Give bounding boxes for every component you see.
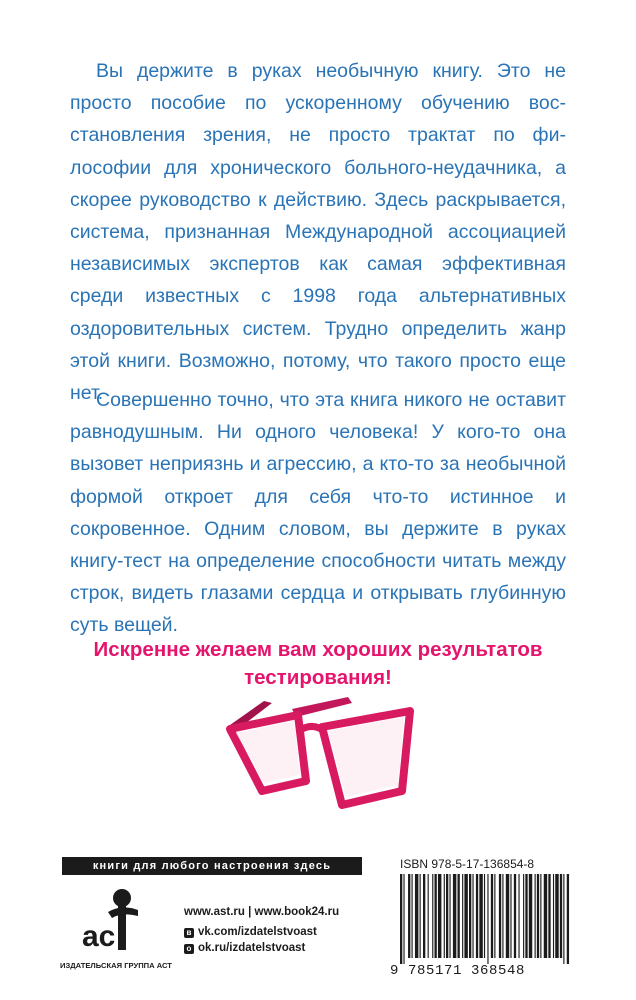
barcode-bar [518,874,519,958]
barcode-bar [553,874,554,958]
barcode-bar [537,874,539,958]
publisher-name: ИЗДАТЕЛЬСКАЯ ГРУППА АСТ [60,961,172,970]
barcode-bar [491,874,493,958]
barcode-bar [449,874,450,958]
barcode-bar [560,874,562,958]
barcode-bar [506,874,509,958]
barcode-bar [499,874,501,958]
barcode [398,874,570,964]
isbn-label: ISBN 978-5-17-136854-8 [400,857,535,871]
barcode-bar [438,874,441,958]
barcode-bar [525,874,527,958]
publisher-websites[interactable]: www.ast.ru | www.book24.ru [184,906,340,918]
barcode-bar [563,874,564,964]
vk-icon: в [184,928,194,938]
ok-link[interactable]: ok.ru/izdatelstvoast [198,942,306,954]
barcode-bar [458,874,460,958]
barcode-bar [415,874,418,958]
barcode-bar [535,874,536,958]
barcode-bar [400,874,402,964]
publisher-logo [82,888,142,952]
closing-message [40,636,596,692]
barcode-bar [403,874,404,964]
slogan-bar: книги для любого настроения здесь [62,857,362,875]
barcode-bar [464,874,467,958]
barcode-bar [555,874,558,958]
svg-text:ас: ас [82,920,116,952]
barcode-bar [423,874,425,958]
barcode-bar [484,874,485,958]
barcode-bar [412,874,413,958]
barcode-bar [435,874,437,958]
barcode-bar [494,874,495,958]
barcode-bar [462,874,463,958]
barcode-bar [476,874,478,958]
barcode-bar [428,874,429,958]
barcode-bar [529,874,532,958]
closing-line-2: тестирования! [244,666,392,689]
barcode-bar [472,874,473,958]
barcode-bar [487,874,488,964]
barcode-bar [432,874,433,958]
barcode-bar [453,874,456,958]
barcode-bar [420,874,421,958]
barcode-digits: 9 785171 368548 [390,963,526,979]
ok-icon: о [184,944,194,954]
barcode-bar [502,874,503,958]
barcode-bar [540,874,541,958]
barcode-bar [469,874,471,958]
barcode-bar [544,874,547,958]
barcode-bar [514,874,516,958]
description-paragraph-1: Вы держите в руках необычную книгу. Это не просто пособие по ускоренному обучению восстановления зрения, не просто трактат по философии для хронического больного-неудачника, а скорее руководство к действию. Здесь раскрывается, система, признанная Международной ассоциацией независимых экспертов как самая эффективная среди известных с 1998 года альтернативных оздоровительных систем. Трудно определить жанр этой книги. Возможно, потому, что такого просто еще нет. [70,60,566,405]
glasses-icon [222,695,418,811]
barcode-bar [548,874,550,958]
barcode-bar [408,874,410,958]
barcode-bar [479,874,482,958]
vk-link[interactable]: vk.com/izdatelstvoast [198,926,317,938]
barcode-bar [446,874,448,958]
barcode-bar [510,874,511,958]
barcode-bar [523,874,524,958]
barcode-bar [567,874,569,964]
barcode-bar [444,874,445,958]
description-paragraph-2: Совершенно точно, что эта книга никого не оставит равнодушным. Ни одного человека! У кого-то она вызовет неприязнь и агрессию, а кто-то за необычной формой откроет для себя что-то истинное и сокровенное. Одним словом, вы держите в руках книгу-тест на определение способности читать между строк, видеть глазами сердца и открывать глубинную суть вещей. [70,389,566,637]
closing-line-1: Искренне желаем вам хороших результатов [93,638,543,661]
